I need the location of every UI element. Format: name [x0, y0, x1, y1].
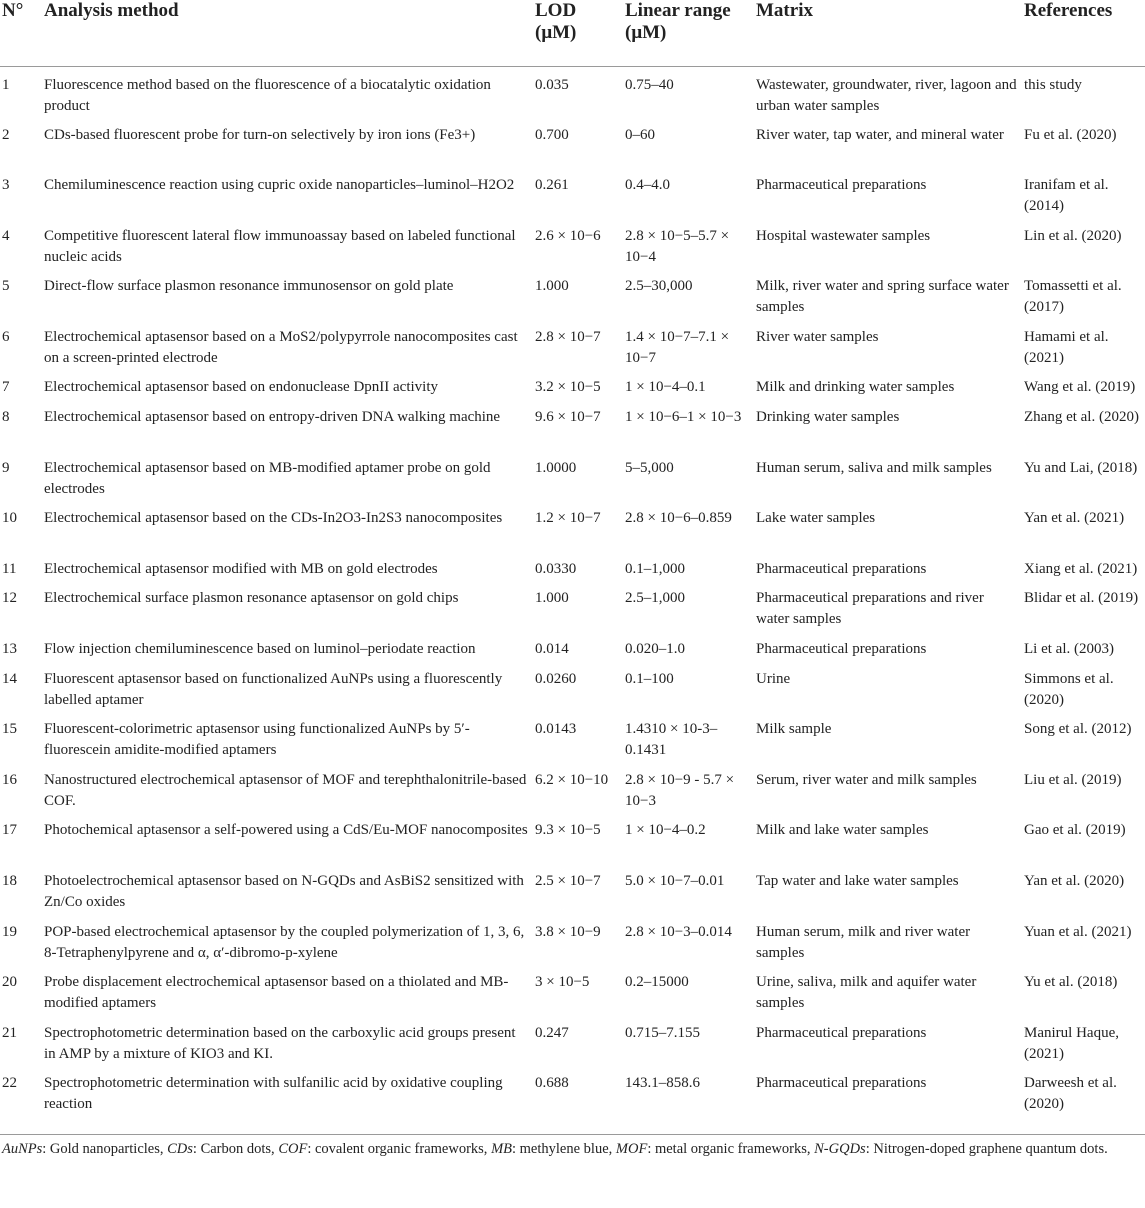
cell-matrix: Pharmaceutical preparations	[756, 560, 927, 577]
cell-linear-range: 0.2–15000	[625, 974, 689, 991]
table-row	[0, 639, 1145, 669]
cell-no: 1	[2, 77, 10, 93]
cell-no: 17	[2, 822, 17, 839]
footnote-abbr: MOF	[615, 1140, 648, 1157]
cell-matrix: Pharmaceutical preparations and river water samples	[756, 590, 984, 628]
table-row	[0, 508, 1145, 559]
cell-reference: this study	[1024, 77, 1082, 93]
table-row	[0, 67, 1145, 125]
cell-reference: Simmons et al. (2020)	[1024, 670, 1114, 708]
table-row	[0, 820, 1145, 871]
cell-linear-range: 2.8 × 10−5–5.7 × 10−4	[625, 227, 730, 265]
header-matrix: Matrix	[754, 0, 1022, 67]
cell-linear-range: 1.4310 × 10-3–0.1431	[625, 721, 718, 759]
cell-lod: 0.700	[535, 126, 569, 143]
cell-method: Photochemical aptasensor a self-powered using a CdS/Eu-MOF nanocomposites	[44, 822, 528, 839]
cell-no: 20	[2, 974, 17, 991]
cell-reference: Yu and Lai, (2018)	[1024, 459, 1138, 476]
footnote-definition: : Carbon dots,	[192, 1140, 279, 1157]
cell-method: Nanostructured electrochemical aptasensor of MOF and terephthalonitrile-based COF.	[44, 771, 527, 809]
cell-method: Electrochemical aptasensor based on the CDs-In2O3-In2S3 nanocomposites	[44, 510, 503, 527]
cell-reference: Song et al. (2012)	[1024, 721, 1132, 738]
cell-lod: 9.3 × 10−5	[535, 822, 601, 839]
cell-reference: Liu et al. (2019)	[1024, 771, 1122, 788]
cell-lod: 1.2 × 10−7	[535, 510, 601, 527]
cell-lod: 0.247	[535, 1024, 569, 1041]
footnote-definition: : methylene blue,	[512, 1140, 616, 1157]
cell-method: Electrochemical surface plasmon resonance aptasensor on gold chips	[44, 590, 459, 607]
cell-lod: 3 × 10−5	[535, 974, 590, 991]
cell-linear-range: 0.4–4.0	[625, 177, 670, 194]
cell-linear-range: 0.715–7.155	[625, 1024, 700, 1041]
cell-reference: Tomassetti et al. (2017)	[1024, 278, 1122, 316]
cell-matrix: Hospital wastewater samples	[756, 227, 931, 244]
cell-no: 22	[2, 1075, 17, 1092]
cell-matrix: Tap water and lake water samples	[756, 873, 959, 889]
cell-no: 18	[2, 873, 17, 889]
cell-matrix: Urine, saliva, milk and aquifer water samples	[756, 974, 977, 1012]
cell-lod: 2.6 × 10−6	[535, 227, 601, 244]
cell-no: 4	[2, 227, 10, 244]
cell-matrix: Pharmaceutical preparations	[756, 177, 927, 194]
footnote-definition: : metal organic frameworks,	[647, 1140, 815, 1157]
cell-method: POP-based electrochemical aptasensor by the coupled polymerization of 1, 3, 6, 8-Tetraphenylpyrene and α, α′-dibromo-p-xylene	[44, 923, 525, 961]
cell-reference: Iranifam et al. (2014)	[1024, 177, 1109, 215]
cell-method: Spectrophotometric determination with sulfanilic acid by oxidative coupling reaction	[44, 1075, 503, 1113]
cell-matrix: Serum, river water and milk samples	[756, 771, 977, 788]
cell-lod: 1.000	[535, 278, 569, 295]
footnote-abbr: N-GQDs	[814, 1140, 866, 1157]
cell-lod: 0.0260	[535, 670, 577, 687]
cell-no: 21	[2, 1024, 17, 1041]
table-row	[0, 377, 1145, 407]
table-row	[0, 407, 1145, 458]
header-no: N°	[0, 0, 42, 67]
footnote-definition: : Nitrogen-doped graphene quantum dots.	[865, 1140, 1108, 1157]
cell-no: 13	[2, 641, 17, 658]
cell-linear-range: 1.4 × 10−7–7.1 × 10−7	[625, 328, 730, 366]
table-row	[0, 588, 1145, 639]
cell-matrix: River water, tap water, and mineral water	[756, 126, 1004, 143]
cell-matrix: Pharmaceutical preparations	[756, 1075, 927, 1092]
cell-no: 15	[2, 721, 17, 738]
cell-method: Fluorescence method based on the fluorescence of a biocatalytic oxidation product	[44, 77, 491, 114]
cell-matrix: Lake water samples	[756, 510, 876, 527]
cell-lod: 2.5 × 10−7	[535, 873, 601, 889]
table-row	[0, 871, 1145, 922]
cell-lod: 3.2 × 10−5	[535, 379, 601, 396]
cell-method: Electrochemical aptasensor modified with MB on gold electrodes	[44, 560, 438, 577]
table-row	[0, 125, 1145, 176]
cell-method: Direct-flow surface plasmon resonance immunosensor on gold plate	[44, 278, 454, 295]
table-header-row	[0, 0, 1145, 67]
cell-linear-range: 143.1–858.6	[625, 1075, 700, 1092]
cell-matrix: Human serum, saliva and milk samples	[756, 459, 992, 476]
cell-method: Electrochemical aptasensor based on a MoS2/polypyrrole nanocomposites cast on a screen-printed electrode	[44, 328, 518, 366]
header-references: References	[1022, 0, 1145, 67]
cell-lod: 0.035	[535, 77, 569, 93]
cell-reference: Xiang et al. (2021)	[1024, 560, 1138, 577]
cell-linear-range: 2.5–1,000	[625, 590, 685, 607]
cell-method: Flow injection chemiluminescence based on luminol–periodate reaction	[44, 641, 476, 658]
table-row	[0, 972, 1145, 1023]
cell-matrix: Human serum, milk and river water samples	[756, 923, 971, 961]
cell-method: Fluorescent-colorimetric aptasensor using functionalized AuNPs by 5′-fluorescein amidite-modified aptamers	[44, 721, 470, 759]
table-footnote	[0, 1134, 1145, 1160]
cell-linear-range: 0.1–100	[625, 670, 674, 687]
table-row	[0, 226, 1145, 277]
table-row	[0, 327, 1145, 378]
cell-reference: Gao et al. (2019)	[1024, 822, 1126, 839]
table-row	[0, 1073, 1145, 1124]
cell-method: Electrochemical aptasensor based on entropy-driven DNA walking machine	[44, 409, 501, 426]
cell-matrix: Drinking water samples	[756, 409, 900, 426]
cell-matrix: Wastewater, groundwater, river, lagoon and urban water samples	[756, 77, 1017, 114]
cell-reference: Yan et al. (2021)	[1024, 510, 1125, 527]
footnote-abbr: MB	[491, 1140, 512, 1157]
cell-linear-range: 0.1–1,000	[625, 560, 685, 577]
cell-method: Electrochemical aptasensor based on endonuclease DpnII activity	[44, 379, 439, 396]
footnote-abbr: CDs	[167, 1140, 193, 1157]
cell-reference: Zhang et al. (2020)	[1024, 409, 1139, 426]
cell-no: 16	[2, 771, 17, 788]
cell-matrix: Milk, river water and spring surface water samples	[756, 278, 1009, 316]
cell-linear-range: 5.0 × 10−7–0.01	[625, 873, 725, 889]
table-row	[0, 276, 1145, 327]
cell-reference: Yu et al. (2018)	[1024, 974, 1118, 991]
cell-linear-range: 1 × 10−4–0.2	[625, 822, 706, 839]
cell-no: 8	[2, 409, 10, 426]
cell-matrix: Milk sample	[756, 721, 832, 738]
cell-lod: 0.0143	[535, 721, 577, 738]
footnote-abbr: AuNPs	[2, 1140, 43, 1157]
cell-linear-range: 0–60	[625, 126, 655, 143]
table-body	[0, 67, 1145, 1124]
cell-no: 19	[2, 923, 17, 940]
cell-no: 12	[2, 590, 17, 607]
cell-lod: 2.8 × 10−7	[535, 328, 601, 345]
cell-linear-range: 1 × 10−4–0.1	[625, 379, 706, 396]
footnote-definition: : covalent organic frameworks,	[307, 1140, 492, 1157]
cell-no: 2	[2, 126, 10, 143]
cell-reference: Yuan et al. (2021)	[1024, 923, 1132, 940]
cell-linear-range: 2.8 × 10−9 - 5.7 × 10−3	[625, 771, 735, 809]
cell-no: 10	[2, 510, 17, 527]
table-row	[0, 719, 1145, 770]
cell-reference: Li et al. (2003)	[1024, 641, 1114, 658]
cell-lod: 9.6 × 10−7	[535, 409, 601, 426]
cell-no: 14	[2, 670, 17, 687]
footnote-abbr: COF	[278, 1140, 308, 1157]
cell-linear-range: 0.020–1.0	[625, 641, 685, 658]
cell-lod: 0.261	[535, 177, 569, 194]
cell-matrix: Pharmaceutical preparations	[756, 641, 927, 658]
cell-matrix: Milk and drinking water samples	[756, 379, 955, 396]
cell-method: Electrochemical aptasensor based on MB-modified aptamer probe on gold electrodes	[44, 459, 491, 497]
cell-matrix: Pharmaceutical preparations	[756, 1024, 927, 1041]
table-row	[0, 770, 1145, 821]
table-row	[0, 1023, 1145, 1074]
cell-method: Chemiluminescence reaction using cupric oxide nanoparticles–luminol–H2O2	[44, 177, 515, 194]
cell-matrix: River water samples	[756, 328, 879, 345]
cell-no: 6	[2, 328, 10, 345]
header-lod: LOD (μM)	[533, 0, 623, 67]
cell-method: Probe displacement electrochemical aptasensor based on a thiolated and MB-modified aptamers	[44, 974, 509, 1012]
cell-reference: Darweesh et al. (2020)	[1024, 1075, 1117, 1113]
cell-reference: Wang et al. (2019)	[1024, 379, 1136, 396]
cell-reference: Fu et al. (2020)	[1024, 126, 1117, 143]
cell-method: Competitive fluorescent lateral flow immunoassay based on labeled functional nucleic acids	[44, 227, 516, 265]
cell-reference: Hamami et al. (2021)	[1024, 328, 1109, 366]
cell-reference: Blidar et al. (2019)	[1024, 590, 1139, 607]
header-linear-range: Linear range (μM)	[623, 0, 754, 67]
cell-lod: 1.000	[535, 590, 569, 607]
table-row	[0, 175, 1145, 226]
cell-method: CDs-based fluorescent probe for turn-on selectively by iron ions (Fe3+)	[44, 126, 476, 143]
cell-linear-range: 2.8 × 10−6–0.859	[625, 510, 732, 527]
cell-linear-range: 2.5–30,000	[625, 278, 693, 295]
table-row	[0, 559, 1145, 589]
cell-no: 5	[2, 278, 10, 295]
cell-linear-range: 5–5,000	[625, 459, 674, 476]
footnote-definition: : Gold nanoparticles,	[42, 1140, 168, 1157]
cell-reference: Lin et al. (2020)	[1024, 227, 1122, 244]
cell-lod: 3.8 × 10−9	[535, 923, 601, 940]
cell-lod: 6.2 × 10−10	[535, 771, 609, 788]
cell-lod: 0.688	[535, 1075, 569, 1092]
cell-method: Fluorescent aptasensor based on functionalized AuNPs using a fluorescently labelled aptamer	[44, 670, 503, 708]
cell-reference: Manirul Haque, (2021)	[1024, 1024, 1119, 1062]
cell-linear-range: 2.8 × 10−3–0.014	[625, 923, 732, 940]
cell-lod: 1.0000	[535, 459, 577, 476]
cell-method: Photoelectrochemical aptasensor based on N-GQDs and AsBiS2 sensitized with Zn/Co oxides	[44, 873, 524, 910]
cell-linear-range: 0.75–40	[625, 77, 674, 93]
cell-matrix: Urine	[756, 670, 791, 687]
table-row	[0, 922, 1145, 973]
cell-no: 7	[2, 379, 10, 396]
cell-linear-range: 1 × 10−6–1 × 10−3	[625, 409, 742, 426]
cell-lod: 0.014	[535, 641, 569, 658]
header-method: Analysis method	[42, 0, 533, 67]
cell-reference: Yan et al. (2020)	[1024, 873, 1125, 889]
cell-no: 11	[2, 560, 17, 577]
table-row	[0, 458, 1145, 509]
cell-lod: 0.0330	[535, 560, 577, 577]
cell-no: 3	[2, 177, 10, 194]
table-row	[0, 669, 1145, 720]
cell-method: Spectrophotometric determination based on the carboxylic acid groups present in AMP by a mixture of KIO3 and KI.	[44, 1024, 516, 1062]
cell-matrix: Milk and lake water samples	[756, 822, 929, 839]
cell-no: 9	[2, 459, 10, 476]
